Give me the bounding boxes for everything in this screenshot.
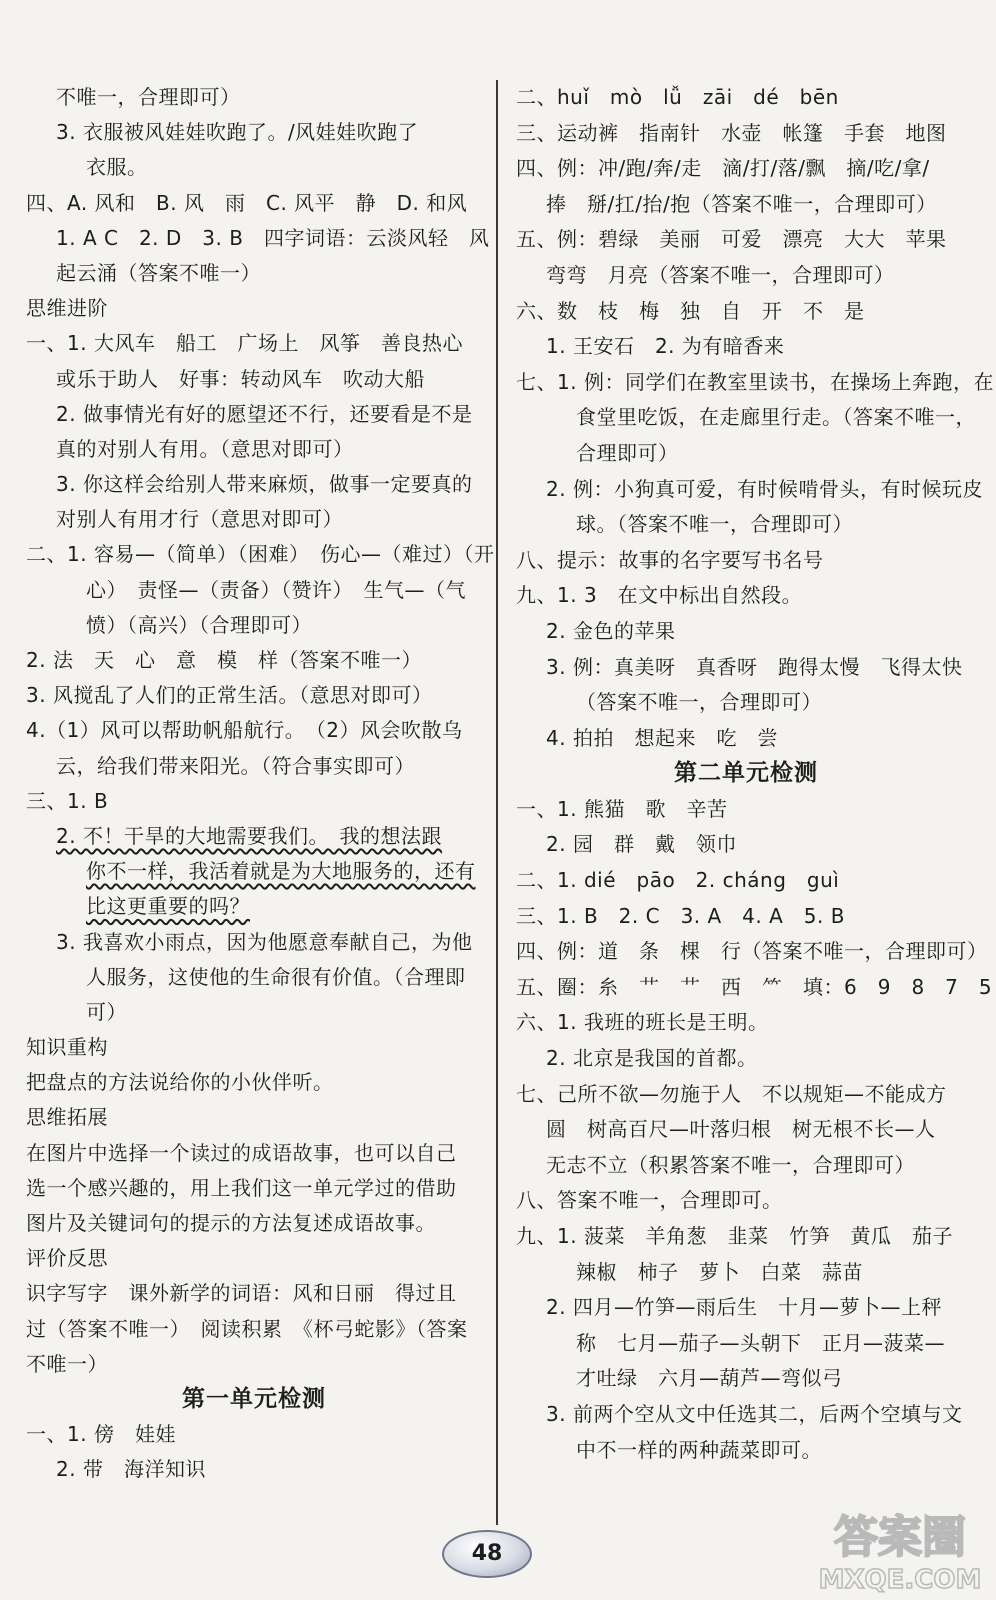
answer-line: 九、1. 3 在文中标出自然段。: [516, 583, 803, 608]
answer-line: 五、例：碧绿 美丽 可爱 漂亮 大大 苹果: [516, 227, 947, 252]
answer-line: 八、提示：故事的名字要写书名号: [516, 547, 824, 572]
left-column: [26, 80, 495, 1488]
answer-line: 三、1. B 2. C 3. A 4. A 5. B: [516, 903, 845, 928]
answer-line: 弯弯 月亮（答案不唯一，合理即可）: [546, 262, 895, 287]
answer-line: 2. 四月—竹笋—雨后生 十月—萝卜—上秤: [546, 1295, 942, 1320]
answer-line: 一、1. 熊猫 歌 辛苦: [516, 796, 728, 821]
answer-line: 评价反思: [26, 1246, 108, 1271]
page-number: 48: [442, 1530, 532, 1578]
answer-line: 思维拓展: [26, 1105, 108, 1130]
answer-line: 无志不立（积累答案不唯一，合理即可）: [546, 1152, 915, 1177]
answer-line: 六、数 枝 梅 独 自 开 不 是: [516, 298, 865, 323]
answer-line: 3. 你这样会给别人带来麻烦，做事一定要真的: [56, 472, 473, 497]
answer-line: （答案不唯一，合理即可）: [576, 690, 822, 715]
answer-line: 2. 例：小狗真可爱，有时候啃骨头，有时候玩皮: [546, 476, 983, 501]
answer-line: 图片及关键词句的提示的方法复述成语故事。: [26, 1211, 436, 1235]
answer-line: 思维进阶: [26, 296, 108, 321]
answer-line: 合理即可）: [576, 440, 679, 465]
answer-line: 过（答案不唯一） 阅读积累 《杯弓蛇影》（答案: [26, 1316, 468, 1341]
answer-line: 一、1. 傍 娃娃: [26, 1422, 176, 1447]
answer-line: 九、1. 菠菜 羊角葱 韭菜 竹笋 黄瓜 茄子: [516, 1224, 953, 1248]
answer-line: 二、1. 容易—（简单）（困难） 伤心—（难过）（开: [26, 542, 495, 567]
answer-line: 食堂里吃饭，在走廊里行走。（答案不唯一，: [576, 405, 976, 430]
answer-line: 3. 例：真美呀 真香呀 跑得太慢 飞得太快: [546, 654, 963, 679]
answer-line: 3. 我喜欢小雨点，因为他愿意奉献自己，为他: [56, 929, 473, 954]
answer-line: 把盘点的方法说给你的小伙伴听。: [26, 1070, 334, 1095]
answer-line: 4.（1）风可以帮助帆船航行。 （2）风会吹散乌: [26, 718, 463, 743]
answer-line: 五、圈：糸 艹 艹 西 ⺮ 填：6 9 8 7 5: [516, 974, 993, 999]
answer-line: 三、1. B: [26, 788, 109, 813]
watermark-url: MXQE.COM: [818, 1565, 982, 1595]
answer-line: 辣椒 柿子 萝卜 白菜 蒜苗: [576, 1259, 863, 1284]
answer-line: 中不一样的两种蔬菜即可。: [576, 1437, 822, 1462]
answer-line: 在图片中选择一个读过的成语故事，也可以自己: [26, 1140, 457, 1165]
answer-line: 称 七月—茄子—头朝下 正月—菠菜—: [576, 1330, 945, 1355]
answer-line: 三、运动裤 指南针 水壶 帐篷 手套 地图: [516, 120, 947, 145]
answer-line: 八、答案不唯一，合理即可。: [516, 1188, 783, 1213]
section-title: 第一单元检测: [182, 1385, 326, 1412]
answer-line: 捧 掰/扛/抬/抱（答案不唯一，合理即可）: [546, 191, 937, 216]
answer-line: 一、1. 大风车 船工 广场上 风筝 善良热心: [26, 331, 463, 356]
answer-line: 愤）（高兴）（合理即可）: [86, 612, 312, 637]
answer-line: 2. 北京是我国的首都。: [546, 1046, 758, 1071]
answer-line: 你不一样，我活着就是为大地服务的，还有: [86, 859, 476, 884]
answer-line: 或乐于助人 好事：转动风车 吹动大船: [56, 366, 425, 391]
answer-line: 四、例：道 条 棵 行（答案不唯一，合理即可）: [516, 939, 988, 964]
answer-line: 衣服。: [86, 155, 148, 180]
answer-line: 对别人有用才行（意思对即可）: [56, 507, 343, 532]
answer-line: 1. 王安石 2. 为有暗香来: [546, 334, 785, 359]
answer-line: 3. 衣服被风娃娃吹跑了。/风娃娃吹跑了: [56, 120, 419, 145]
answer-line: 心） 责怪—（责备）（赞许） 生气—（气: [86, 577, 466, 602]
answer-line: 知识重构: [26, 1035, 108, 1060]
answer-line: 不唯一）: [26, 1351, 108, 1376]
answer-line: 2. 带 海洋知识: [56, 1457, 206, 1482]
answer-line: 1. A C 2. D 3. B 四字词语：云淡风轻 风: [56, 225, 490, 250]
answer-line: 2. 法 天 心 意 模 样（答案不唯一）: [26, 648, 422, 672]
answer-line: 才吐绿 六月—葫芦—弯似弓: [576, 1366, 843, 1391]
answer-line: 圆 树高百尺—叶落归根 树无根不长—人: [546, 1117, 936, 1142]
answer-line: 七、己所不欲—勿施于人 不以规矩—不能成方: [516, 1081, 947, 1106]
answer-line: 3. 风搅乱了人们的正常生活。（意思对即可）: [26, 683, 433, 708]
section-title: 第二单元检测: [674, 760, 818, 787]
watermark-text: 答案圈: [834, 1512, 966, 1563]
answer-line: 识字写字 课外新学的词语：风和日丽 得过且: [26, 1281, 457, 1306]
answer-line: 2. 园 群 戴 领巾: [546, 832, 737, 857]
answer-line: 六、1. 我班的班长是王明。: [516, 1010, 769, 1035]
answer-line: 不唯一，合理即可）: [56, 85, 241, 109]
answer-line: 云，给我们带来阳光。（符合事实即可）: [56, 753, 415, 778]
answer-line: 2. 不！干旱的大地需要我们。 我的想法跟: [56, 823, 442, 848]
answer-line: 2. 金色的苹果: [546, 618, 676, 643]
answer-line: 起云涌（答案不唯一）: [56, 260, 261, 285]
answer-line: 四、A. 风和 B. 风 雨 C. 风平 静 D. 和风: [26, 190, 468, 215]
answer-line: 真的对别人有用。（意思对即可）: [56, 436, 354, 461]
answer-line: 2. 做事情光有好的愿望还不行，还要看是不是: [56, 401, 473, 426]
answer-line: 二、huǐ mò lǚ zāi dé bēn: [516, 85, 839, 109]
answer-line: 选一个感兴趣的，用上我们这一单元学过的借助: [26, 1175, 457, 1200]
answer-line: 比这更重要的吗？: [86, 894, 250, 919]
answer-line: 二、1. dié pāo 2. cháng guì: [516, 868, 840, 893]
answer-line: 四、例：冲/跑/奔/走 滴/打/落/飘 摘/吃/拿/: [516, 156, 930, 181]
column-divider: [496, 80, 498, 1525]
answer-line: 球。（答案不唯一，合理即可）: [576, 512, 853, 537]
watermark-logo: [810, 1500, 990, 1598]
answer-line: 七、1. 例：同学们在教室里读书，在操场上奔跑，在: [516, 369, 994, 394]
answer-line: 可）: [86, 999, 127, 1024]
answer-line: 3. 前两个空从文中任选其二，后两个空填与文: [546, 1401, 963, 1426]
answer-line: 4. 拍拍 想起来 吃 尝: [546, 725, 778, 750]
answer-line: 人服务，这使他的生命很有价值。（合理即: [86, 964, 466, 989]
right-column: [516, 80, 994, 1468]
